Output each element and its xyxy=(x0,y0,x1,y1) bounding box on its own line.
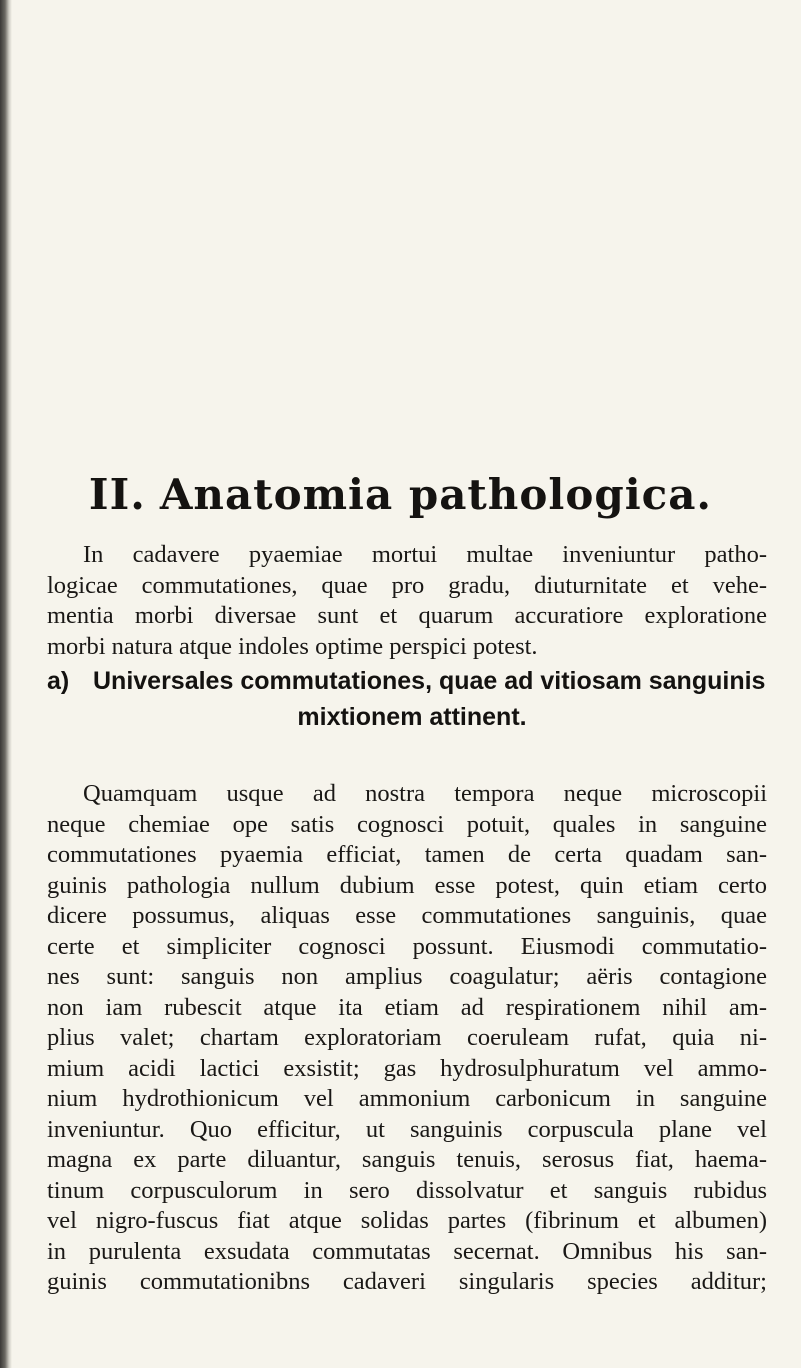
text-line: guinis commutationibns cadaveri singularis species additur; xyxy=(47,1268,767,1295)
text-line: certe et simpliciter cognosci possunt. Eiusmodi commutatio- xyxy=(47,932,767,960)
text-line: tinum corpusculorum in sero dissolvatur et sanguis rubidus xyxy=(47,1176,767,1204)
text-line: mium acidi lactici exsistit; gas hydrosulphuratum vel ammo- xyxy=(47,1054,767,1082)
text-line: inveniuntur. Quo efficitur, ut sanguinis corpuscula plane vel xyxy=(47,1115,767,1143)
section-title: Anatomia pathologica. xyxy=(159,470,713,519)
text-line: dicere possumus, aliquas esse commutationes sanguinis, quae xyxy=(47,902,767,929)
subsection-heading xyxy=(47,663,767,735)
section-heading xyxy=(0,470,801,520)
text-line: logicae commutationes, quae pro gradu, diuturnitate et vehe- xyxy=(47,571,767,599)
text-line: mentia morbi diversae sunt et quarum accuratiore exploratione xyxy=(47,602,767,629)
text-line: Quamquam usque ad nostra tempora neque microscopii xyxy=(83,780,767,807)
section-numeral: II. xyxy=(88,470,146,519)
text-line: nium hydrothionicum vel ammonium carbonicum in sanguine xyxy=(47,1085,767,1112)
text-line: in purulenta exsudata commutatas secernat. Omnibus his san- xyxy=(47,1237,767,1265)
body-paragraph xyxy=(47,779,767,1298)
subsection-heading-line-1 xyxy=(47,663,767,699)
text-line: non iam rubescit atque ita etiam ad respirationem nihil am- xyxy=(47,993,767,1021)
text-line: commutationes pyaemia efficiat, tamen de certa quadam san- xyxy=(47,841,767,868)
text-line: nes sunt: sanguis non amplius coagulatur; aëris contagione xyxy=(47,963,767,990)
text-line: In cadavere pyaemiae mortui multae inveniuntur patho- xyxy=(83,541,767,568)
subsection-title-line-1: Universales commutationes, quae ad vitiosam sanguinis xyxy=(93,667,766,695)
text-line: magna ex parte diluantur, sanguis tenuis, serosus fiat, haema- xyxy=(47,1146,767,1173)
subsection-title-line-2: mixtionem attinent. xyxy=(297,703,527,731)
text-line: vel nigro-fuscus fiat atque solidas partes (fibrinum et albumen) xyxy=(47,1207,767,1234)
intro-paragraph xyxy=(47,540,767,662)
text-line: guinis pathologia nullum dubium esse potest, quin etiam certo xyxy=(47,871,767,899)
text-line: plius valet; chartam exploratoriam coeruleam rufat, quia ni- xyxy=(47,1024,767,1051)
subsection-marker: a) xyxy=(47,667,70,695)
text-line: neque chemiae ope satis cognosci potuit, quales in sanguine xyxy=(47,810,767,838)
text-line: morbi natura atque indoles optime perspici potest. xyxy=(47,632,538,660)
